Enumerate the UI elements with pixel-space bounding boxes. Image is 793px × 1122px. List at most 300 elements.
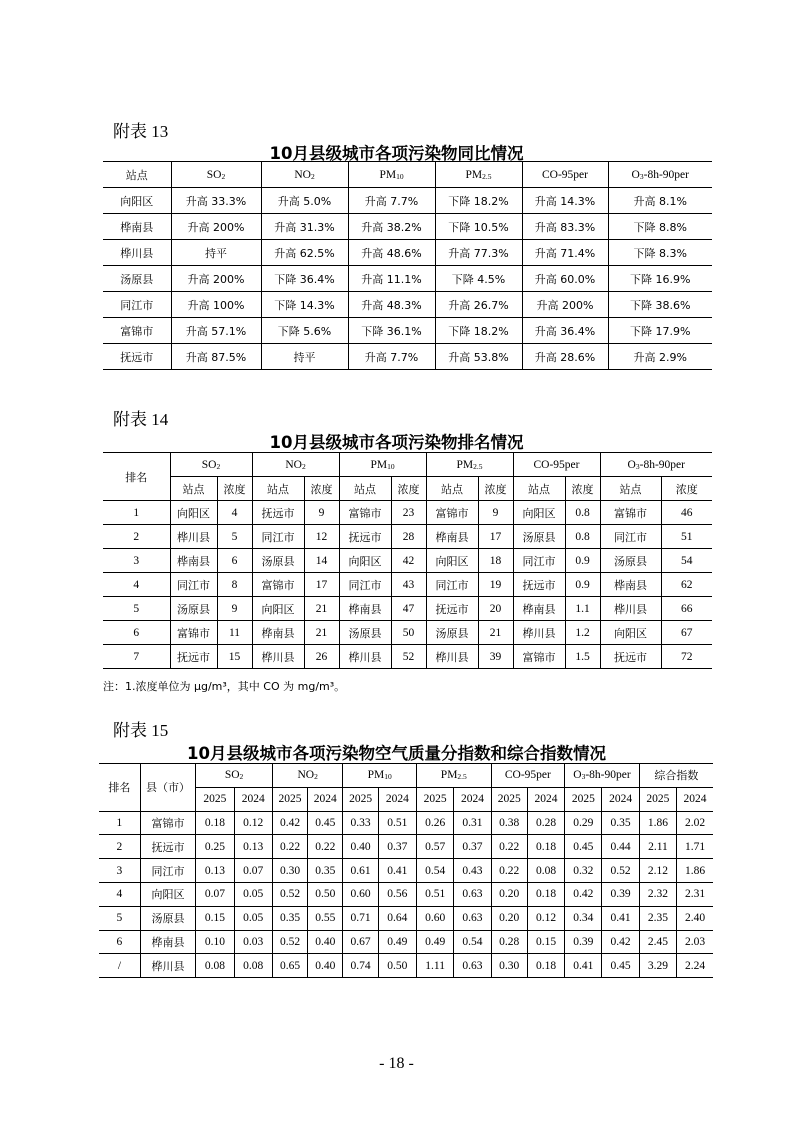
table15 [99, 763, 713, 978]
header-year-2025: 2025 [639, 787, 676, 811]
header-station: 站点 [426, 477, 478, 501]
value-cell: 持平 [171, 240, 261, 266]
index-value-cell: 2.12 [639, 859, 676, 883]
station-cell: 汤原县 [426, 621, 478, 645]
index-value-cell: 1.86 [639, 811, 676, 835]
station-cell: 同江市 [600, 525, 661, 549]
index-value-cell: 0.18 [527, 954, 564, 978]
pollutant-subscript: 2 [301, 461, 306, 471]
station-cell: 桦南县 [170, 549, 217, 573]
pollutant-base: O [631, 168, 640, 181]
index-value-cell: 0.22 [491, 859, 527, 883]
index-value-cell: 0.67 [343, 930, 378, 954]
header-pollutant [261, 162, 348, 188]
value-cell: 下降 8.3% [608, 240, 712, 266]
index-value-cell: 2.32 [639, 882, 676, 906]
header-composite-index: 综合指数 [639, 764, 713, 788]
rank-cell: 6 [99, 930, 140, 954]
index-value-cell: 0.15 [527, 930, 564, 954]
station-cell: 抚远市 [600, 645, 661, 669]
index-value-cell: 0.05 [234, 882, 272, 906]
table-row [103, 501, 712, 525]
concentration-cell: 12 [304, 525, 339, 549]
concentration-cell: 20 [478, 597, 513, 621]
index-value-cell: 0.22 [308, 835, 343, 859]
table-row [103, 214, 712, 240]
concentration-cell: 1.5 [565, 645, 600, 669]
index-value-cell: 0.40 [308, 954, 343, 978]
header-year-2024: 2024 [234, 787, 272, 811]
index-value-cell: 0.35 [308, 859, 343, 883]
table-row [103, 188, 712, 214]
concentration-cell: 18 [478, 549, 513, 573]
table-row [103, 645, 712, 669]
index-value-cell: 0.54 [417, 859, 454, 883]
index-value-cell: 0.49 [378, 930, 416, 954]
index-value-cell: 0.71 [343, 906, 378, 930]
header-station: 站点 [252, 477, 304, 501]
index-value-cell: 0.49 [417, 930, 454, 954]
concentration-cell: 17 [304, 573, 339, 597]
station-cell: 汤原县 [513, 525, 565, 549]
pollutant-base: O [573, 769, 582, 782]
index-value-cell: 0.45 [308, 811, 343, 835]
index-value-cell: 0.13 [196, 859, 234, 883]
concentration-cell: 21 [304, 621, 339, 645]
pollutant-subscript: 3 [639, 171, 644, 181]
rank-cell: 7 [103, 645, 170, 669]
pollutant-base: CO-95per [533, 458, 580, 471]
pollutant-subscript: 2 [221, 171, 226, 181]
table-row [99, 882, 713, 906]
pollutant-tail: -8h-90per [639, 458, 685, 471]
concentration-cell: 0.8 [565, 501, 600, 525]
index-value-cell: 0.40 [308, 930, 343, 954]
county-cell: 桦川县 [140, 954, 195, 978]
county-cell: 同江市 [140, 859, 195, 883]
index-value-cell: 0.10 [196, 930, 234, 954]
value-cell: 下降 17.9% [608, 318, 712, 344]
index-value-cell: 0.60 [417, 906, 454, 930]
index-value-cell: 0.30 [272, 859, 307, 883]
value-cell: 下降 16.9% [608, 266, 712, 292]
concentration-cell: 0.8 [565, 525, 600, 549]
index-value-cell: 0.20 [491, 882, 527, 906]
station-cell: 桦南县 [600, 573, 661, 597]
table14-note: 注：1.浓度单位为 μg/m³，其中 CO 为 mg/m³。 [103, 680, 346, 693]
index-value-cell: 0.18 [527, 882, 564, 906]
header-pollutant [600, 453, 712, 477]
value-cell: 升高 200% [522, 292, 608, 318]
header-concentration: 浓度 [391, 477, 426, 501]
header-concentration: 浓度 [478, 477, 513, 501]
concentration-cell: 9 [304, 501, 339, 525]
value-cell: 下降 18.2% [435, 318, 522, 344]
table15-header-row-1 [99, 764, 713, 788]
header-station: 站点 [513, 477, 565, 501]
index-value-cell: 1.86 [677, 859, 713, 883]
table14 [103, 452, 712, 669]
rank-cell: 4 [103, 573, 170, 597]
index-value-cell: 0.42 [565, 882, 602, 906]
index-value-cell: 0.39 [602, 882, 639, 906]
value-cell: 升高 62.5% [261, 240, 348, 266]
value-cell: 下降 10.5% [435, 214, 522, 240]
rank-cell: 5 [103, 597, 170, 621]
concentration-cell: 62 [661, 573, 712, 597]
station-cell: 汤原县 [170, 597, 217, 621]
index-value-cell: 0.54 [454, 930, 491, 954]
station-cell: 桦南县 [339, 597, 391, 621]
header-pollutant [196, 764, 273, 788]
index-value-cell: 0.05 [234, 906, 272, 930]
index-value-cell: 0.65 [272, 954, 307, 978]
index-value-cell: 0.18 [196, 811, 234, 835]
table-row [99, 835, 713, 859]
pollutant-base: PM [370, 458, 388, 471]
station-cell: 富锦市 [170, 621, 217, 645]
index-value-cell: 0.52 [272, 930, 307, 954]
rank-cell: 1 [103, 501, 170, 525]
value-cell: 升高 48.6% [348, 240, 435, 266]
index-value-cell: 0.28 [527, 811, 564, 835]
station-cell: 向阳区 [513, 501, 565, 525]
table-row [103, 525, 712, 549]
header-pollutant [491, 764, 565, 788]
concentration-cell: 6 [217, 549, 252, 573]
pollutant-subscript: 10 [396, 171, 404, 181]
index-value-cell: 0.08 [196, 954, 234, 978]
station-cell: 同江市 [339, 573, 391, 597]
index-value-cell: 0.41 [565, 954, 602, 978]
index-value-cell: 0.42 [602, 930, 639, 954]
pollutant-subscript: 2 [314, 772, 318, 782]
station-cell: 汤原县 [103, 266, 171, 292]
index-value-cell: 0.63 [454, 882, 491, 906]
value-cell: 升高 83.3% [522, 214, 608, 240]
value-cell: 下降 36.1% [348, 318, 435, 344]
county-cell: 向阳区 [140, 882, 195, 906]
header-pollutant [252, 453, 339, 477]
header-pollutant [348, 162, 435, 188]
table-row [103, 292, 712, 318]
station-cell: 桦南县 [513, 597, 565, 621]
table14-heading: 附表 14 [113, 410, 169, 429]
index-value-cell: 0.22 [272, 835, 307, 859]
value-cell: 升高 200% [171, 214, 261, 240]
index-value-cell: 0.07 [234, 859, 272, 883]
table-row [99, 811, 713, 835]
pollutant-subscript: 2.5 [473, 461, 483, 471]
county-cell: 汤原县 [140, 906, 195, 930]
header-pollutant [522, 162, 608, 188]
index-value-cell: 0.20 [491, 906, 527, 930]
index-value-cell: 0.41 [602, 906, 639, 930]
station-cell: 桦川县 [426, 645, 478, 669]
header-concentration: 浓度 [661, 477, 712, 501]
pollutant-base: PM [456, 458, 474, 471]
station-cell: 桦川县 [513, 621, 565, 645]
rank-cell: 4 [99, 882, 140, 906]
value-cell: 升高 71.4% [522, 240, 608, 266]
index-value-cell: 0.52 [272, 882, 307, 906]
index-value-cell: 0.37 [378, 835, 416, 859]
index-value-cell: 0.12 [234, 811, 272, 835]
table-row [103, 318, 712, 344]
index-value-cell: 0.63 [454, 906, 491, 930]
value-cell: 下降 5.6% [261, 318, 348, 344]
index-value-cell: 0.30 [491, 954, 527, 978]
header-pollutant [343, 764, 417, 788]
station-cell: 同江市 [103, 292, 171, 318]
station-cell: 同江市 [170, 573, 217, 597]
index-value-cell: 0.38 [491, 811, 527, 835]
pollutant-subscript: 3 [635, 461, 640, 471]
table-row [103, 344, 712, 370]
index-value-cell: 1.11 [417, 954, 454, 978]
table-row [103, 621, 712, 645]
rank-cell: 3 [99, 859, 140, 883]
header-pollutant [513, 453, 600, 477]
value-cell: 下降 18.2% [435, 188, 522, 214]
rank-cell: 5 [99, 906, 140, 930]
pollutant-subscript: 2 [239, 772, 244, 782]
header-county: 县（市） [140, 764, 195, 812]
index-value-cell: 0.64 [378, 906, 416, 930]
value-cell: 升高 48.3% [348, 292, 435, 318]
index-value-cell: 0.32 [565, 859, 602, 883]
pollutant-base: SO [224, 769, 240, 782]
index-value-cell: 0.45 [602, 954, 639, 978]
header-year-2025: 2025 [491, 787, 527, 811]
pollutant-base: PM [440, 769, 458, 782]
pollutant-tail: -8h-90per [585, 769, 631, 782]
station-cell: 向阳区 [170, 501, 217, 525]
value-cell: 升高 26.7% [435, 292, 522, 318]
pollutant-tail: -8h-90per [643, 168, 689, 181]
concentration-cell: 26 [304, 645, 339, 669]
index-value-cell: 0.50 [378, 954, 416, 978]
concentration-cell: 1.2 [565, 621, 600, 645]
index-value-cell: 0.39 [565, 930, 602, 954]
concentration-cell: 5 [217, 525, 252, 549]
value-cell: 下降 38.6% [608, 292, 712, 318]
pollutant-subscript: 2 [310, 171, 315, 181]
county-cell: 富锦市 [140, 811, 195, 835]
value-cell: 下降 14.3% [261, 292, 348, 318]
rank-cell: / [99, 954, 140, 978]
index-value-cell: 0.08 [527, 859, 564, 883]
value-cell: 升高 33.3% [171, 188, 261, 214]
value-cell: 升高 7.7% [348, 344, 435, 370]
index-value-cell: 0.15 [196, 906, 234, 930]
value-cell: 升高 60.0% [522, 266, 608, 292]
header-station: 站点 [170, 477, 217, 501]
index-value-cell: 0.31 [454, 811, 491, 835]
header-station: 站点 [600, 477, 661, 501]
table-row [99, 859, 713, 883]
concentration-cell: 14 [304, 549, 339, 573]
station-cell: 桦川县 [252, 645, 304, 669]
table13 [103, 161, 712, 370]
station-cell: 向阳区 [103, 188, 171, 214]
index-value-cell: 0.08 [234, 954, 272, 978]
index-value-cell: 2.02 [677, 811, 713, 835]
pollutant-subscript: 2.5 [482, 171, 492, 181]
index-value-cell: 0.60 [343, 882, 378, 906]
value-cell: 持平 [261, 344, 348, 370]
rank-cell: 2 [103, 525, 170, 549]
index-value-cell: 0.50 [308, 882, 343, 906]
station-cell: 抚远市 [103, 344, 171, 370]
table14-header-row-1 [103, 453, 712, 477]
index-value-cell: 0.28 [491, 930, 527, 954]
header-year-2025: 2025 [196, 787, 234, 811]
value-cell: 升高 31.3% [261, 214, 348, 240]
header-year-2024: 2024 [527, 787, 564, 811]
header-pollutant [608, 162, 712, 188]
table15-title: 10月县级城市各项污染物空气质量分指数和综合指数情况 [187, 744, 606, 763]
pollutant-base: PM [379, 168, 397, 181]
pollutant-subscript: 2.5 [457, 772, 467, 782]
concentration-cell: 28 [391, 525, 426, 549]
value-cell: 升高 36.4% [522, 318, 608, 344]
value-cell: 升高 53.8% [435, 344, 522, 370]
header-pollutant [426, 453, 513, 477]
index-value-cell: 0.13 [234, 835, 272, 859]
concentration-cell: 0.9 [565, 549, 600, 573]
index-value-cell: 0.43 [454, 859, 491, 883]
station-cell: 同江市 [513, 549, 565, 573]
table-row [103, 266, 712, 292]
station-cell: 向阳区 [252, 597, 304, 621]
header-year-2024: 2024 [677, 787, 713, 811]
index-value-cell: 0.29 [565, 811, 602, 835]
station-cell: 桦川县 [170, 525, 217, 549]
concentration-cell: 50 [391, 621, 426, 645]
index-value-cell: 0.18 [527, 835, 564, 859]
index-value-cell: 0.45 [565, 835, 602, 859]
value-cell: 升高 11.1% [348, 266, 435, 292]
station-cell: 富锦市 [513, 645, 565, 669]
pollutant-subscript: 2 [216, 461, 221, 471]
index-value-cell: 0.26 [417, 811, 454, 835]
index-value-cell: 2.24 [684, 959, 706, 972]
index-value-cell: 0.03 [234, 930, 272, 954]
value-cell: 下降 36.4% [261, 266, 348, 292]
value-cell: 升高 200% [171, 266, 261, 292]
station-cell: 桦南县 [103, 214, 171, 240]
header-year-2025: 2025 [565, 787, 602, 811]
value-cell: 升高 8.1% [608, 188, 712, 214]
station-cell: 桦南县 [252, 621, 304, 645]
index-value-cell: 0.35 [272, 906, 307, 930]
station-cell: 抚远市 [339, 525, 391, 549]
county-cell: 抚远市 [140, 835, 195, 859]
page-number: - 18 - [379, 1055, 414, 1072]
pollutant-base: NO [285, 458, 302, 471]
value-cell: 升高 28.6% [522, 344, 608, 370]
index-value-cell: 0.51 [378, 811, 416, 835]
station-cell: 富锦市 [339, 501, 391, 525]
concentration-cell: 51 [661, 525, 712, 549]
concentration-cell: 23 [391, 501, 426, 525]
header-year-2024: 2024 [378, 787, 416, 811]
pollutant-base: CO-95per [542, 168, 588, 181]
index-value-cell: 0.35 [602, 811, 639, 835]
pollutant-base: CO-95per [504, 769, 551, 782]
concentration-cell: 0.9 [565, 573, 600, 597]
concentration-cell: 9 [217, 597, 252, 621]
value-cell: 升高 14.3% [522, 188, 608, 214]
header-concentration: 浓度 [565, 477, 600, 501]
rank-cell: 3 [103, 549, 170, 573]
index-value-cell: 0.57 [417, 835, 454, 859]
index-value-cell: 2.40 [677, 906, 713, 930]
table-row [103, 573, 712, 597]
concentration-cell: 17 [478, 525, 513, 549]
header-concentration: 浓度 [217, 477, 252, 501]
station-cell: 桦川县 [103, 240, 171, 266]
pollutant-base: O [627, 458, 636, 471]
table-row [103, 597, 712, 621]
station-cell: 桦川县 [600, 597, 661, 621]
index-value-cell: 2.03 [677, 930, 713, 954]
station-cell: 富锦市 [600, 501, 661, 525]
header-year-2024: 2024 [454, 787, 491, 811]
index-value-cell: 0.51 [417, 882, 454, 906]
header-rank: 排名 [99, 764, 140, 812]
index-value-cell: 0.25 [196, 835, 234, 859]
station-cell: 汤原县 [252, 549, 304, 573]
table13-heading: 附表 13 [113, 122, 169, 141]
concentration-cell: 21 [478, 621, 513, 645]
concentration-cell: 9 [478, 501, 513, 525]
concentration-cell: 46 [661, 501, 712, 525]
station-cell: 桦南县 [426, 525, 478, 549]
table-row [99, 906, 713, 930]
concentration-cell: 67 [661, 621, 712, 645]
index-value-cell: 0.56 [378, 882, 416, 906]
index-value-cell: 0.12 [527, 906, 564, 930]
index-value-cell: 0.55 [308, 906, 343, 930]
value-cell: 升高 7.7% [348, 188, 435, 214]
value-cell: 升高 5.0% [261, 188, 348, 214]
station-cell: 抚远市 [170, 645, 217, 669]
index-value-cell: 0.22 [491, 835, 527, 859]
concentration-cell: 15 [217, 645, 252, 669]
header-pollutant [272, 764, 343, 788]
value-cell: 升高 77.3% [435, 240, 522, 266]
index-value-cell: 0.41 [378, 859, 416, 883]
concentration-cell: 1.1 [565, 597, 600, 621]
pollutant-base: SO [206, 168, 222, 181]
index-value-cell: 2.35 [639, 906, 676, 930]
pollutant-base: NO [294, 168, 311, 181]
pollutant-base: NO [297, 769, 315, 782]
pollutant-subscript: 3 [581, 772, 586, 782]
value-cell: 下降 4.5% [435, 266, 522, 292]
pollutant-base: SO [201, 458, 217, 471]
header-station: 站点 [339, 477, 391, 501]
concentration-cell: 11 [217, 621, 252, 645]
station-cell: 向阳区 [426, 549, 478, 573]
header-station: 站点 [103, 162, 171, 188]
header-pollutant [171, 162, 261, 188]
county-cell: 桦南县 [140, 930, 195, 954]
station-cell: 向阳区 [600, 621, 661, 645]
pollutant-subscript: 10 [384, 772, 392, 782]
